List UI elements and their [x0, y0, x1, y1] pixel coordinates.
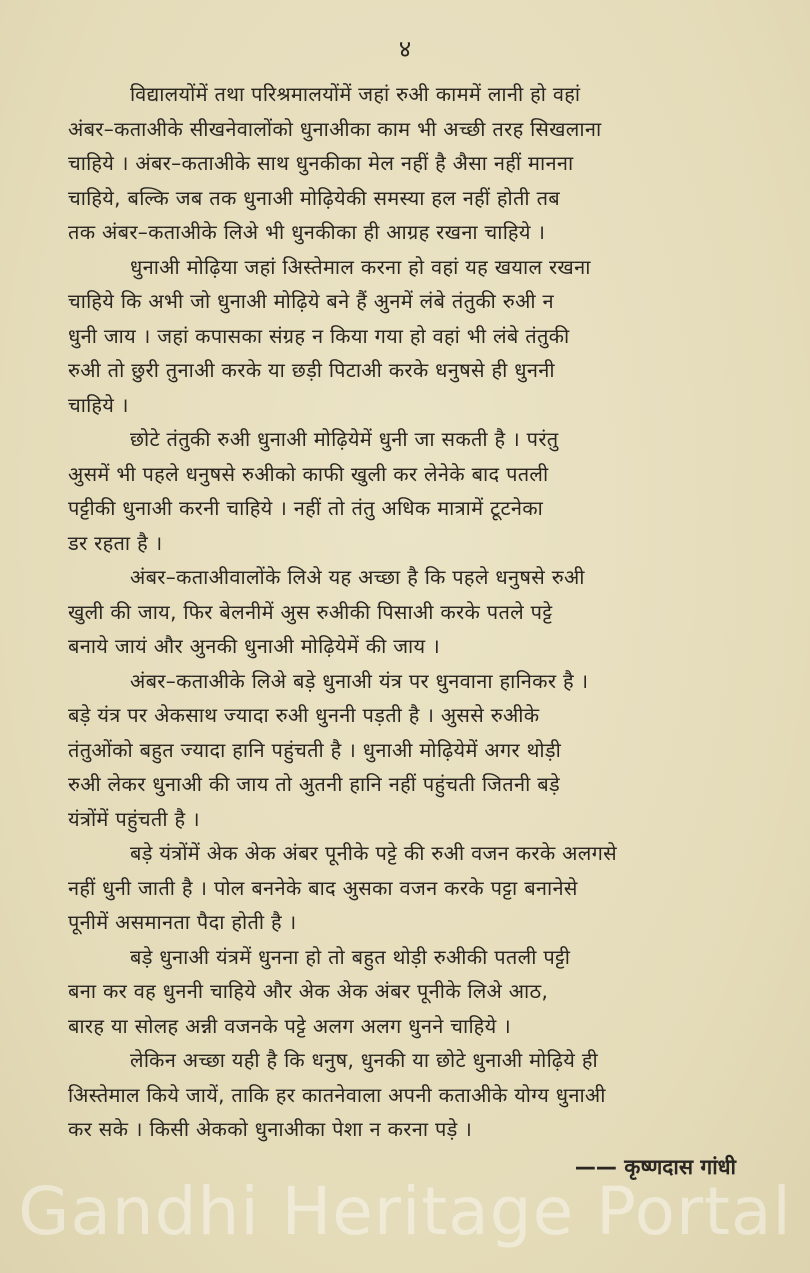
text-line: बड़े यंत्र पर अेकसाथ ज्यादा रुअी धुननी पड़ती है । अुससे रुअीके: [68, 703, 540, 727]
text-line: छोटे तंतुकी रुअी धुनाअी मोढ़ियेमें धुनी जा सकती है । परंतु: [130, 427, 559, 451]
text-line: यंत्रोंमें पहुंचती है ।: [68, 806, 200, 831]
paragraph-2: [68, 250, 768, 423]
text-line: चाहिये कि अभी जो धुनाअी मोढ़िये बने हैं अुनमें लंबे तंतुकी रुअी न: [68, 289, 554, 313]
text-line: पट्टीकी धुनाअी करनी चाहिये । नहीं तो तंतु अधिक मात्रामें टूटनेका: [68, 496, 544, 520]
text-line: तंतुओंको बहुत ज्यादा हानि पहुंचती है । धुनाअी मोढ़ियेमें अगर थोड़ी: [68, 737, 562, 762]
text-line: धुनाअी मोढ़िया जहां अिस्तेमाल करना हो वहां यह खयाल रखना: [130, 254, 591, 279]
page-number: ४: [398, 35, 412, 63]
paragraph-8: [68, 1043, 768, 1147]
text-line: लेकिन अच्छा यही है कि धनुष, धुनकी या छोटे धुनाअी मोढ़िये ही: [130, 1048, 598, 1072]
text-line: पूनीमें असमानता पैदा होती है ।: [68, 910, 297, 934]
paragraph-4: [68, 560, 768, 664]
text-line: अंबर–कताअीके सीखनेवालोंको धुनाअीका काम भी अच्छी तरह सिखलाना: [68, 116, 602, 141]
text-line: अंबर–कताअीके लिअे बड़े धुनाअी यंत्र पर धुनवाना हानिकर है ।: [130, 668, 589, 693]
text-line: बड़े यंत्रोंमें अेक अेक अंबर पूनीके पट्टे की रुअी वजन करके अलगसे: [130, 841, 617, 865]
text-line: बड़े धुनाअी यंत्रमें धुनना हो तो बहुत थोड़ी रुअीकी पतली पट्टी: [130, 944, 571, 969]
text-line: बना कर वह धुननी चाहिये और अेक अेक अंबर पूनीके लिअे आठ,: [68, 979, 549, 1003]
text-line: चाहिये, बल्कि जब तक धुनाअी मोढ़ियेकी समस्या हल नहीं होती तब: [68, 185, 560, 210]
text-line: अुसमें भी पहले धनुषसे रुअीको काफी खुली कर लेनेके बाद पतली: [68, 461, 549, 486]
paragraph-7: [68, 940, 768, 1044]
text-line: रुअी तो छुरी तुनाअी करके या छड़ी पिटाअी करके धनुषसे ही धुननी: [68, 358, 555, 382]
text-line: विद्यालयोंमें तथा परिश्रमालयोंमें जहां रुअी काममें लानी हो वहां: [130, 82, 581, 106]
text-line: डर रहता है ।: [68, 530, 163, 555]
body-text: [68, 77, 768, 1147]
text-line: चाहिये । अंबर–कताअीके साथ धुनकीका मेल नहीं है अैसा नहीं मानना: [68, 151, 574, 175]
paragraph-5: [68, 664, 768, 837]
text-line: धुनी जाय । जहां कपासका संग्रह न किया गया हो वहां भी लंबे तंतुकी: [68, 323, 570, 348]
text-line: अंबर–कताअीवालोंके लिअे यह अच्छा है कि पहले धनुषसे रुअी: [130, 565, 585, 589]
text-line: तक अंबर–कताअीके लिअे भी धुनकीका ही आग्रह रखना चाहिये ।: [68, 220, 546, 244]
text-line: बारह या सोलह अन्नी वजनके पट्टे अलग अलग धुनने चाहिये ।: [68, 1013, 512, 1038]
text-line: नहीं धुनी जाती है । पोल बननेके बाद अुसका वजन करके पट्टा बनानेसे: [68, 875, 578, 900]
text-line: रुअी लेकर धुनाअी की जाय तो अुतनी हानि नहीं पहुंचती जितनी बड़े: [68, 772, 560, 796]
text-line: बनाये जायं और अुनकी धुनाअी मोढ़ियेमें की जाय ।: [68, 634, 440, 658]
watermark: Gandhi Heritage Portal: [18, 1173, 792, 1250]
text-line: खुली की जाय, फिर बेलनीमें अुस रुअीकी पिसाअी करके पतले पट्टे: [68, 599, 553, 624]
paragraph-6: [68, 836, 768, 940]
text-line: कर सके । किसी अेकको धुनाअीका पेशा न करना पड़े ।: [68, 1117, 473, 1141]
paragraph-1: [68, 77, 768, 250]
text-line: चाहिये ।: [68, 392, 129, 417]
text-line: अिस्तेमाल किये जायें, ताकि हर कातनेवाला अपनी कताअीके योग्य धुनाअी: [68, 1082, 606, 1107]
author-signature: —— कृष्णदास गांधी: [574, 1155, 736, 1179]
paragraph-3: [68, 422, 768, 560]
